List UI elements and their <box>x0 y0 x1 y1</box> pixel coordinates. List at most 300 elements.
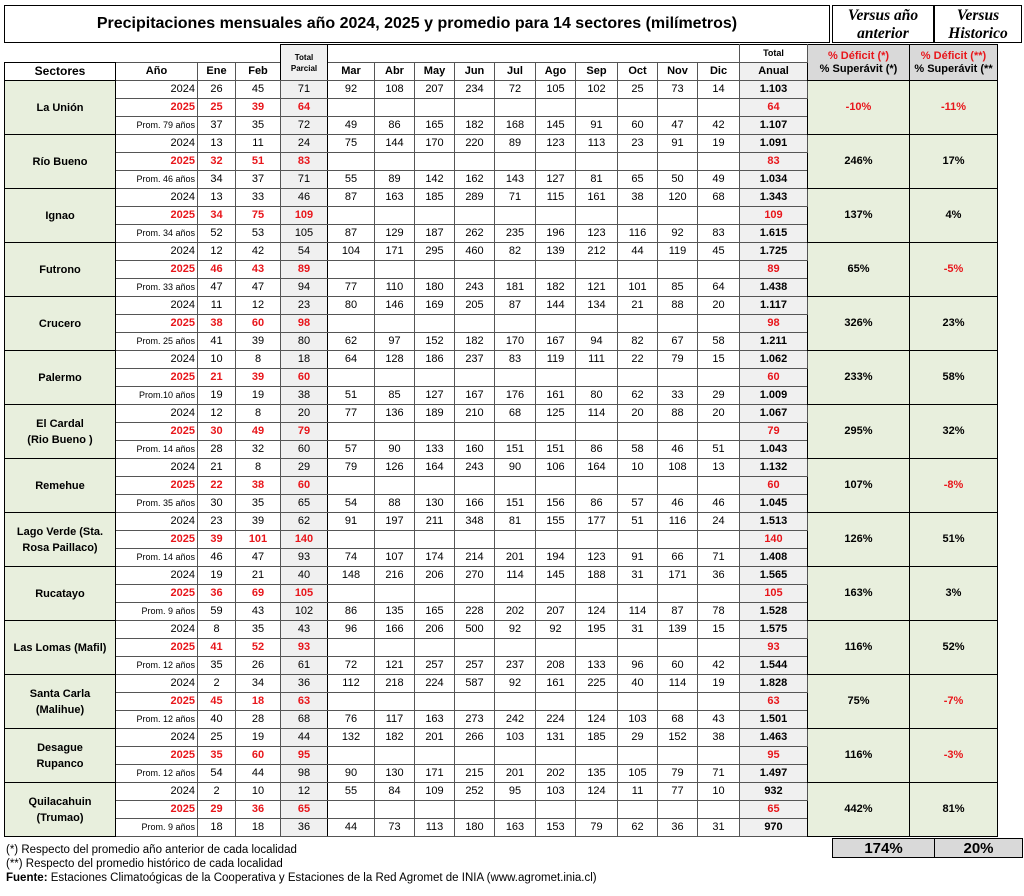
year-label: 2025 <box>116 585 198 603</box>
versus-previous-line2: anterior <box>857 25 909 42</box>
sector-name-line1: Santa Carla <box>29 687 91 700</box>
value-month: 257 <box>415 657 455 675</box>
value-month <box>328 477 375 495</box>
sector-name-line1: Crucero <box>38 317 82 330</box>
month-header: Nov <box>658 63 698 81</box>
total-parcial-value: 72 <box>281 117 328 135</box>
value-month: 146 <box>375 297 415 315</box>
value-month <box>576 585 618 603</box>
value-ene: 46 <box>198 261 236 279</box>
year-label: 2024 <box>116 189 198 207</box>
value-month: 50 <box>658 171 698 189</box>
versus-historic-value: 23% <box>910 297 998 351</box>
value-month: 10 <box>698 783 740 801</box>
month-header: Abr <box>375 63 415 81</box>
value-ene: 46 <box>198 549 236 567</box>
value-feb: 39 <box>236 99 281 117</box>
value-ene: 10 <box>198 351 236 369</box>
value-month: 31 <box>698 819 740 837</box>
value-month: 132 <box>328 729 375 747</box>
table-row <box>5 567 998 585</box>
value-month <box>576 423 618 441</box>
value-month: 73 <box>375 819 415 837</box>
value-month: 33 <box>658 387 698 405</box>
value-month: 243 <box>455 459 495 477</box>
value-month: 120 <box>658 189 698 207</box>
value-month <box>375 477 415 495</box>
value-month: 197 <box>375 513 415 531</box>
total-anual-value: 83 <box>740 153 808 171</box>
total-parcial-value: 94 <box>281 279 328 297</box>
value-month: 139 <box>658 621 698 639</box>
value-month <box>698 261 740 279</box>
value-ene: 13 <box>198 135 236 153</box>
versus-historic-value: 51% <box>910 513 998 567</box>
value-month: 92 <box>658 225 698 243</box>
value-month: 40 <box>618 675 658 693</box>
table-row <box>5 513 998 531</box>
value-feb: 37 <box>236 171 281 189</box>
sector-name-line1: Desague <box>37 741 83 754</box>
versus-historic-value: -7% <box>910 675 998 729</box>
value-month: 47 <box>658 117 698 135</box>
sector-name-line1: Río Bueno <box>32 155 88 168</box>
value-month: 82 <box>618 333 658 351</box>
year-label: 2025 <box>116 801 198 819</box>
total-anual-value: 109 <box>740 207 808 225</box>
value-month: 242 <box>495 711 536 729</box>
value-ene: 40 <box>198 711 236 729</box>
value-month: 182 <box>455 117 495 135</box>
value-month: 124 <box>576 711 618 729</box>
value-month <box>455 639 495 657</box>
value-month <box>415 585 455 603</box>
value-month: 189 <box>415 405 455 423</box>
value-month <box>328 315 375 333</box>
total-parcial-value: 109 <box>281 207 328 225</box>
table-row <box>5 135 998 153</box>
value-month <box>455 207 495 225</box>
sector-name <box>5 513 116 567</box>
total-anual-value: 1.463 <box>740 729 808 747</box>
total-parcial-value: 105 <box>281 225 328 243</box>
value-month: 43 <box>698 711 740 729</box>
value-month <box>698 747 740 765</box>
value-month: 133 <box>415 441 455 459</box>
sectores-header: Sectores <box>5 63 116 81</box>
versus-previous-value: 246% <box>808 135 910 189</box>
value-month: 163 <box>495 819 536 837</box>
sector-name-line2: (Rio Bueno ) <box>27 433 93 446</box>
total-parcial-value: 80 <box>281 333 328 351</box>
month-header: Dic <box>698 63 740 81</box>
value-ene: 19 <box>198 387 236 405</box>
sector-name-line1: Quilacahuin <box>28 795 92 808</box>
value-month: 79 <box>658 765 698 783</box>
value-month <box>658 477 698 495</box>
value-month <box>455 369 495 387</box>
year-label: 2024 <box>116 621 198 639</box>
month-header: Oct <box>618 63 658 81</box>
versus-previous-value: 326% <box>808 297 910 351</box>
value-month <box>618 693 658 711</box>
value-month: 170 <box>495 333 536 351</box>
total-anual-value: 1.615 <box>740 225 808 243</box>
value-month <box>576 261 618 279</box>
total-anual-value: 1.211 <box>740 333 808 351</box>
value-month <box>495 369 536 387</box>
footnotes <box>6 843 597 885</box>
year-label: 2025 <box>116 747 198 765</box>
value-month: 29 <box>698 387 740 405</box>
value-month <box>576 747 618 765</box>
value-month: 266 <box>455 729 495 747</box>
value-month: 88 <box>658 297 698 315</box>
value-month: 90 <box>375 441 415 459</box>
value-feb: 101 <box>236 531 281 549</box>
value-month: 116 <box>658 513 698 531</box>
value-month <box>658 369 698 387</box>
value-month <box>455 423 495 441</box>
value-month: 114 <box>576 405 618 423</box>
value-month: 54 <box>328 495 375 513</box>
total-anual-value: 970 <box>740 819 808 837</box>
total-parcial-value: 71 <box>281 171 328 189</box>
value-month <box>536 423 576 441</box>
value-month: 71 <box>698 765 740 783</box>
value-month <box>415 639 455 657</box>
value-month: 205 <box>455 297 495 315</box>
total-parcial-value: 23 <box>281 297 328 315</box>
versus-previous-value: 75% <box>808 675 910 729</box>
value-month <box>375 801 415 819</box>
value-month <box>618 747 658 765</box>
versus-previous-value: 163% <box>808 567 910 621</box>
sector-name-line1: Palermo <box>38 371 82 384</box>
value-month: 139 <box>536 243 576 261</box>
total-parcial-value: 95 <box>281 747 328 765</box>
value-month: 58 <box>698 333 740 351</box>
value-month <box>455 585 495 603</box>
table-row <box>5 621 998 639</box>
total-parcial-value: 60 <box>281 441 328 459</box>
value-month: 116 <box>618 225 658 243</box>
value-month <box>375 153 415 171</box>
deficit-label: % Déficit (**) <box>920 49 987 62</box>
value-month: 23 <box>618 135 658 153</box>
value-feb: 26 <box>236 657 281 675</box>
value-month: 22 <box>618 351 658 369</box>
value-month: 225 <box>576 675 618 693</box>
value-month: 152 <box>658 729 698 747</box>
value-feb: 75 <box>236 207 281 225</box>
value-month: 201 <box>415 729 455 747</box>
value-month: 131 <box>536 729 576 747</box>
table-row <box>5 189 998 207</box>
value-month <box>536 801 576 819</box>
value-month <box>576 99 618 117</box>
sector-name <box>5 243 116 297</box>
value-month <box>495 531 536 549</box>
value-month: 19 <box>698 135 740 153</box>
value-month: 21 <box>618 297 658 315</box>
value-month: 94 <box>576 333 618 351</box>
value-month: 58 <box>618 441 658 459</box>
value-month: 31 <box>618 621 658 639</box>
total-parcial-value: 12 <box>281 783 328 801</box>
value-month: 186 <box>415 351 455 369</box>
value-month <box>495 693 536 711</box>
total-parcial-value: 68 <box>281 711 328 729</box>
total-anual-value: 1.062 <box>740 351 808 369</box>
value-month <box>576 801 618 819</box>
value-month <box>536 693 576 711</box>
value-month <box>455 477 495 495</box>
value-month: 166 <box>375 621 415 639</box>
versus-historic-value: 52% <box>910 621 998 675</box>
value-month <box>618 639 658 657</box>
value-month: 196 <box>536 225 576 243</box>
value-month: 114 <box>618 603 658 621</box>
value-feb: 12 <box>236 297 281 315</box>
value-month: 202 <box>536 765 576 783</box>
value-feb: 18 <box>236 693 281 711</box>
value-month <box>618 99 658 117</box>
value-month: 101 <box>618 279 658 297</box>
value-month: 51 <box>698 441 740 459</box>
value-month: 20 <box>618 405 658 423</box>
value-month: 243 <box>455 279 495 297</box>
value-feb: 60 <box>236 315 281 333</box>
year-label: 2024 <box>116 243 198 261</box>
value-month: 167 <box>455 387 495 405</box>
value-month: 207 <box>415 81 455 99</box>
value-month: 88 <box>658 405 698 423</box>
total-anual-value: 1.091 <box>740 135 808 153</box>
value-month: 91 <box>576 117 618 135</box>
value-month: 117 <box>375 711 415 729</box>
total-anual-value: 1.565 <box>740 567 808 585</box>
value-month: 133 <box>576 657 618 675</box>
sector-name-line2: (Trumao) <box>36 811 84 824</box>
value-ene: 30 <box>198 423 236 441</box>
value-feb: 18 <box>236 819 281 837</box>
versus-previous-value: 295% <box>808 405 910 459</box>
precipitation-table <box>4 44 998 837</box>
value-month <box>618 801 658 819</box>
sector-name-line2: Rupanco <box>36 757 84 770</box>
value-month: 114 <box>495 567 536 585</box>
value-month: 96 <box>618 657 658 675</box>
value-month <box>658 207 698 225</box>
total-anual-value: 95 <box>740 747 808 765</box>
value-month: 162 <box>455 171 495 189</box>
value-month <box>658 153 698 171</box>
value-month <box>698 801 740 819</box>
sector-name-line1: El Cardal <box>36 417 84 430</box>
value-month: 46 <box>658 495 698 513</box>
value-month: 156 <box>536 495 576 513</box>
versus-historic-legend <box>910 45 998 81</box>
total-anual-value: 1.513 <box>740 513 808 531</box>
value-month: 90 <box>495 459 536 477</box>
value-month: 235 <box>495 225 536 243</box>
anio-header: Año <box>116 63 198 81</box>
value-feb: 35 <box>236 621 281 639</box>
sector-name <box>5 621 116 675</box>
value-month: 211 <box>415 513 455 531</box>
versus-historic-header <box>934 5 1022 43</box>
value-month: 182 <box>455 333 495 351</box>
value-month: 135 <box>576 765 618 783</box>
value-month: 144 <box>375 135 415 153</box>
value-month: 19 <box>698 675 740 693</box>
value-month: 201 <box>495 765 536 783</box>
value-ene: 36 <box>198 585 236 603</box>
value-feb: 53 <box>236 225 281 243</box>
value-month: 82 <box>495 243 536 261</box>
value-month: 123 <box>576 225 618 243</box>
versus-historic-value: 4% <box>910 189 998 243</box>
value-month <box>658 315 698 333</box>
total-parcial-value: 93 <box>281 639 328 657</box>
total-anual-value: 1.544 <box>740 657 808 675</box>
value-month: 86 <box>576 495 618 513</box>
value-month: 187 <box>415 225 455 243</box>
value-month <box>415 477 455 495</box>
value-month: 177 <box>576 513 618 531</box>
versus-historic-value: 58% <box>910 351 998 405</box>
value-month: 51 <box>328 387 375 405</box>
value-ene: 54 <box>198 765 236 783</box>
value-feb: 47 <box>236 279 281 297</box>
source-label: Fuente: <box>6 872 48 884</box>
year-label: 2025 <box>116 477 198 495</box>
total-parcial-value: 65 <box>281 495 328 513</box>
value-month: 51 <box>618 513 658 531</box>
value-feb: 39 <box>236 513 281 531</box>
value-ene: 25 <box>198 99 236 117</box>
value-month: 180 <box>415 279 455 297</box>
value-ene: 38 <box>198 315 236 333</box>
table-row <box>5 351 998 369</box>
value-month: 81 <box>495 513 536 531</box>
value-month <box>375 207 415 225</box>
value-month: 121 <box>576 279 618 297</box>
value-month: 119 <box>536 351 576 369</box>
year-label: 2024 <box>116 405 198 423</box>
total-anual-value: 1.009 <box>740 387 808 405</box>
value-ene: 21 <box>198 369 236 387</box>
value-feb: 10 <box>236 783 281 801</box>
year-label: Prom. 33 años <box>116 279 198 297</box>
value-feb: 47 <box>236 549 281 567</box>
value-month <box>328 531 375 549</box>
year-label: Prom. 14 años <box>116 549 198 567</box>
value-feb: 39 <box>236 333 281 351</box>
value-month: 46 <box>658 441 698 459</box>
value-month: 208 <box>536 657 576 675</box>
value-month <box>495 477 536 495</box>
footnote-1: (*) Respecto del promedio año anterior de cada localidad <box>6 844 297 856</box>
value-ene: 8 <box>198 621 236 639</box>
total-parcial-value: 93 <box>281 549 328 567</box>
table-row <box>5 675 998 693</box>
table-row <box>5 405 998 423</box>
value-month: 77 <box>328 279 375 297</box>
value-month: 163 <box>375 189 415 207</box>
value-month <box>415 315 455 333</box>
value-month: 113 <box>576 135 618 153</box>
value-month: 206 <box>415 567 455 585</box>
value-month: 97 <box>375 333 415 351</box>
year-label: Prom. 9 años <box>116 819 198 837</box>
value-month: 106 <box>536 459 576 477</box>
value-month: 105 <box>618 765 658 783</box>
value-month: 127 <box>536 171 576 189</box>
value-month: 107 <box>375 549 415 567</box>
year-label: 2025 <box>116 639 198 657</box>
value-month: 202 <box>495 603 536 621</box>
total-anual-value: 1.725 <box>740 243 808 261</box>
value-month: 166 <box>455 495 495 513</box>
value-month <box>495 585 536 603</box>
year-label: 2025 <box>116 153 198 171</box>
versus-previous-value: 137% <box>808 189 910 243</box>
value-ene: 2 <box>198 783 236 801</box>
value-month: 136 <box>375 405 415 423</box>
value-month: 88 <box>375 495 415 513</box>
value-month <box>415 801 455 819</box>
value-month <box>658 261 698 279</box>
value-feb: 38 <box>236 477 281 495</box>
table-row <box>5 783 998 801</box>
value-month <box>328 369 375 387</box>
total-anual-value: 1.828 <box>740 675 808 693</box>
year-label: Prom. 9 años <box>116 603 198 621</box>
value-month: 151 <box>495 495 536 513</box>
value-feb: 8 <box>236 405 281 423</box>
value-month: 130 <box>375 765 415 783</box>
year-label: 2024 <box>116 297 198 315</box>
value-month <box>698 639 740 657</box>
value-month: 13 <box>698 459 740 477</box>
summary-versus-historic: 20% <box>935 839 1023 858</box>
value-month: 36 <box>698 567 740 585</box>
versus-historic-line1: Versus <box>956 7 1000 24</box>
total-anual-value: 60 <box>740 477 808 495</box>
value-month: 128 <box>375 351 415 369</box>
value-ene: 23 <box>198 513 236 531</box>
value-feb: 8 <box>236 459 281 477</box>
versus-previous-value: -10% <box>808 81 910 135</box>
value-month <box>328 801 375 819</box>
value-ene: 12 <box>198 405 236 423</box>
total-anual-value: 1.117 <box>740 297 808 315</box>
total-parcial-value: 54 <box>281 243 328 261</box>
value-ene: 13 <box>198 189 236 207</box>
value-month: 44 <box>618 243 658 261</box>
value-month: 102 <box>576 81 618 99</box>
value-month <box>698 315 740 333</box>
value-month <box>375 369 415 387</box>
value-month: 24 <box>698 513 740 531</box>
value-feb: 33 <box>236 189 281 207</box>
year-label: Prom. 34 años <box>116 225 198 243</box>
value-month: 91 <box>618 549 658 567</box>
value-month <box>536 315 576 333</box>
value-month: 167 <box>536 333 576 351</box>
